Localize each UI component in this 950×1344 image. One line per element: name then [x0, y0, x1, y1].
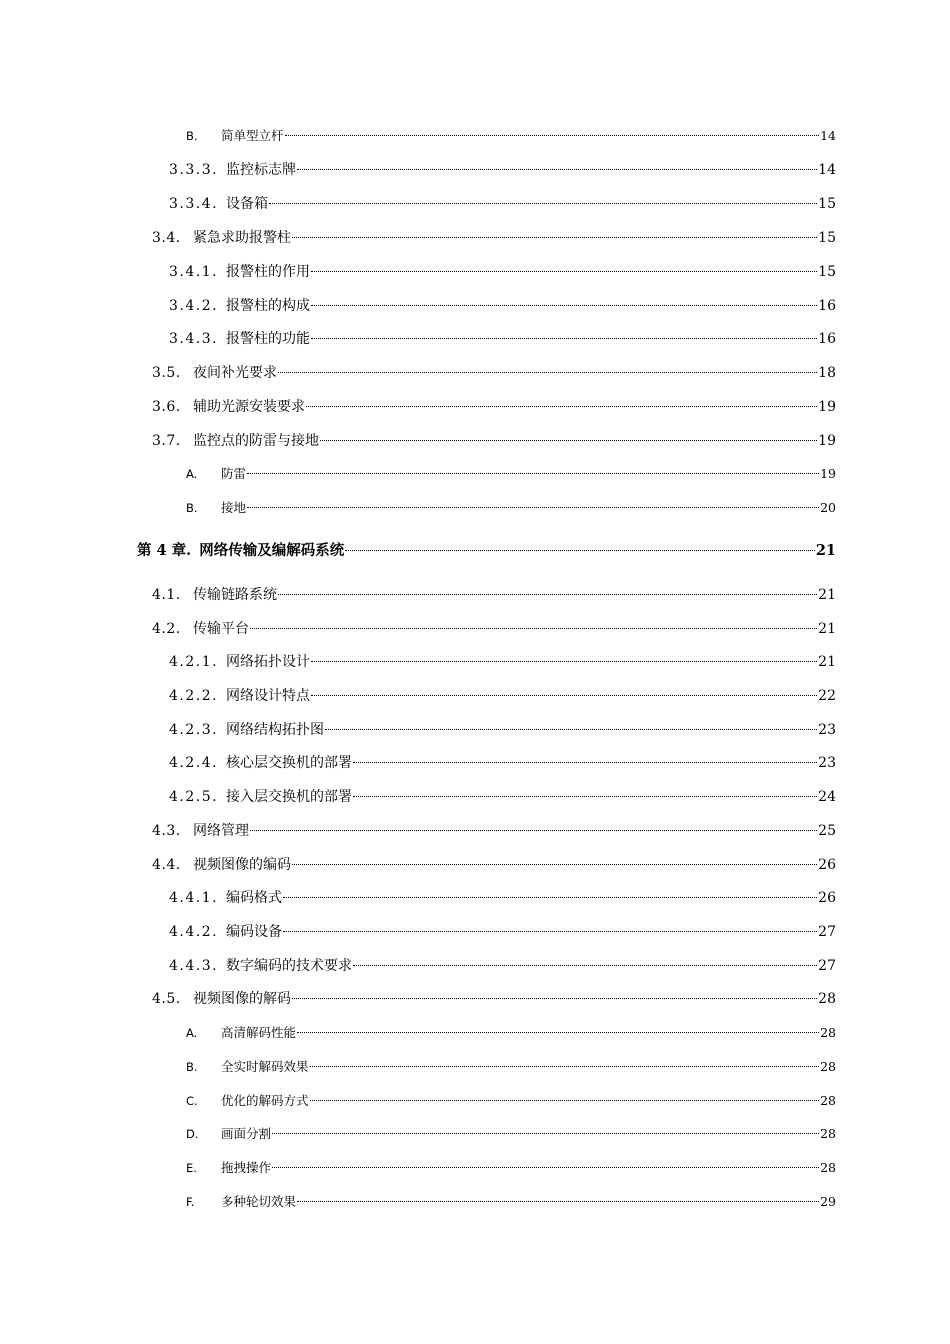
- toc-entry-page-number: 28: [820, 1059, 836, 1074]
- toc-entry[interactable]: [186, 1158, 836, 1178]
- toc-entry-page-number: 19: [818, 399, 836, 415]
- toc-entry-title: 全实时解码效果: [221, 1059, 309, 1074]
- toc-entry[interactable]: [169, 922, 836, 942]
- toc-entry-page-number: 19: [818, 433, 836, 449]
- toc-entry[interactable]: [169, 652, 836, 672]
- dot-leader: [272, 1165, 819, 1168]
- toc-entry-number: 4.4.1.: [169, 890, 219, 906]
- toc-entry[interactable]: [169, 720, 836, 740]
- toc-entry[interactable]: [186, 464, 836, 484]
- toc-entry-page-number: 26: [818, 857, 836, 873]
- dot-leader: [297, 167, 817, 170]
- toc-entry-page-number: 28: [820, 1025, 836, 1040]
- dot-leader: [297, 1030, 819, 1033]
- toc-entry[interactable]: [169, 329, 836, 349]
- toc-entry-title: 报警柱的功能: [226, 331, 310, 347]
- toc-entry-title: 监控点的防雷与接地: [193, 433, 319, 449]
- toc-entry[interactable]: [169, 194, 836, 214]
- dot-leader: [297, 1199, 819, 1202]
- dot-leader: [292, 862, 817, 865]
- dot-leader: [325, 727, 817, 730]
- toc-entry[interactable]: [186, 498, 836, 518]
- toc-entry-number: 3.4.: [152, 230, 181, 246]
- toc-entry-number: 4.4.2.: [169, 924, 219, 940]
- toc-entry[interactable]: [152, 855, 836, 875]
- toc-entry-title: 网络设计特点: [226, 688, 310, 704]
- toc-entry[interactable]: [152, 431, 836, 451]
- toc-entry-number: 4.2.5.: [169, 789, 219, 805]
- toc-entry[interactable]: [186, 126, 836, 146]
- toc-entry[interactable]: [169, 262, 836, 282]
- toc-entry-title: 优化的解码方式: [221, 1093, 309, 1108]
- toc-entry-number: 4.4.3.: [169, 958, 219, 974]
- toc-entry[interactable]: [186, 1091, 836, 1111]
- dot-leader: [311, 659, 817, 662]
- toc-entry-page-number: 16: [818, 331, 836, 347]
- toc-entry-page-number: 23: [818, 755, 836, 771]
- toc-entry-number: 3.4.2.: [169, 298, 219, 314]
- dot-leader: [250, 828, 817, 831]
- toc-entry-number: 4.2.1.: [169, 654, 219, 670]
- dot-leader: [353, 963, 817, 966]
- toc-entry-number: D.: [186, 1127, 199, 1141]
- toc-entry-page-number: 15: [818, 196, 836, 212]
- toc-entry-title: 紧急求助报警柱: [193, 230, 291, 246]
- toc-entry[interactable]: [137, 541, 836, 561]
- dot-leader: [283, 895, 817, 898]
- dot-leader: [247, 505, 819, 508]
- toc-entry-number: 4.5.: [152, 991, 181, 1007]
- toc-entry-number: 3.3.3.: [169, 162, 219, 178]
- toc-entry-title: 数字编码的技术要求: [226, 958, 352, 974]
- toc-entry[interactable]: [152, 989, 836, 1009]
- toc-entry-page-number: 29: [820, 1194, 836, 1209]
- toc-entry-page-number: 26: [818, 890, 836, 906]
- toc-entry[interactable]: [152, 363, 836, 383]
- toc-entry-page-number: 21: [818, 587, 836, 603]
- toc-entry-title: 核心层交换机的部署: [226, 755, 352, 771]
- toc-entry-page-number: 27: [818, 924, 836, 940]
- toc-entry-number: 4.3.: [152, 823, 181, 839]
- toc-entry-number: 4.4.: [152, 857, 181, 873]
- toc-entry-title: 防雷: [221, 466, 247, 481]
- toc-entry-page-number: 20: [820, 500, 836, 515]
- toc-entry-title: 高清解码性能: [221, 1025, 297, 1040]
- toc-entry-title: 视频图像的解码: [193, 991, 291, 1007]
- dot-leader: [283, 929, 817, 932]
- toc-entry-number: F.: [186, 1195, 195, 1209]
- toc-entry-title: 报警柱的构成: [226, 298, 310, 314]
- toc-entry-page-number: 15: [818, 230, 836, 246]
- toc-entry-number: A.: [186, 467, 198, 481]
- dot-leader: [311, 303, 817, 306]
- toc-entry-number: 第 4 章.: [137, 542, 192, 559]
- dot-leader: [292, 235, 817, 238]
- toc-entry[interactable]: [169, 296, 836, 316]
- toc-entry-page-number: 24: [818, 789, 836, 805]
- toc-entry-page-number: 14: [818, 162, 836, 178]
- toc-entry-title: 网络结构拓扑图: [226, 722, 324, 738]
- toc-entry-page-number: 21: [818, 621, 836, 637]
- toc-entry-page-number: 16: [818, 298, 836, 314]
- toc-entry-page-number: 28: [818, 991, 836, 1007]
- dot-leader: [310, 1098, 820, 1101]
- toc-entry-title: 辅助光源安装要求: [193, 399, 305, 415]
- toc-entry-number: E.: [186, 1161, 197, 1175]
- toc-entry-title: 拖拽操作: [221, 1160, 272, 1175]
- toc-entry-title: 设备箱: [226, 196, 268, 212]
- toc-entry-number: 3.4.1.: [169, 264, 219, 280]
- dot-leader: [310, 1064, 820, 1067]
- toc-entry[interactable]: [152, 397, 836, 417]
- toc-entry[interactable]: [169, 787, 836, 807]
- toc-entry[interactable]: [169, 956, 836, 976]
- toc-entry-page-number: 21: [815, 542, 836, 559]
- toc-entry-number: B.: [186, 501, 198, 515]
- toc-entry[interactable]: [186, 1057, 836, 1077]
- toc-entry[interactable]: [186, 1124, 836, 1144]
- toc-entry-number: 3.4.3.: [169, 331, 219, 347]
- toc-entry-title: 报警柱的作用: [226, 264, 310, 280]
- toc-entry-title: 网络管理: [193, 823, 249, 839]
- toc-entry-number: B.: [186, 129, 198, 143]
- toc-entry[interactable]: [186, 1192, 836, 1212]
- dot-leader: [278, 370, 817, 373]
- toc-entry-page-number: 28: [820, 1126, 836, 1141]
- toc-entry-page-number: 19: [820, 466, 836, 481]
- dot-leader: [345, 548, 815, 551]
- dot-leader: [278, 592, 817, 595]
- dot-leader: [250, 626, 817, 629]
- toc-entry-number: 4.2.2.: [169, 688, 219, 704]
- dot-leader: [353, 760, 817, 763]
- toc-entry-title: 监控标志牌: [226, 162, 296, 178]
- toc-entry-page-number: 28: [820, 1160, 836, 1175]
- toc-entry-title: 视频图像的编码: [193, 857, 291, 873]
- toc-entry-number: 4.2.3.: [169, 722, 219, 738]
- toc-entry-page-number: 18: [818, 365, 836, 381]
- toc-entry-number: C.: [186, 1094, 198, 1108]
- toc-entry-title: 多种轮切效果: [221, 1194, 297, 1209]
- dot-leader: [292, 996, 817, 999]
- toc-entry[interactable]: [169, 753, 836, 773]
- dot-leader: [320, 438, 817, 441]
- dot-leader: [269, 201, 817, 204]
- dot-leader: [285, 133, 820, 136]
- toc-entry[interactable]: [152, 619, 836, 639]
- toc-entry-page-number: 28: [820, 1093, 836, 1108]
- toc-entry-page-number: 21: [818, 654, 836, 670]
- toc-entry-title: 网络拓扑设计: [226, 654, 310, 670]
- toc-entry[interactable]: [152, 821, 836, 841]
- dot-leader: [272, 1131, 819, 1134]
- toc-entry[interactable]: [152, 228, 836, 248]
- toc-entry-title: 编码格式: [226, 890, 282, 906]
- toc-entry-page-number: 25: [818, 823, 836, 839]
- dot-leader: [353, 794, 817, 797]
- toc-entry[interactable]: [152, 585, 836, 605]
- dot-leader: [306, 404, 817, 407]
- toc-entry-title: 简单型立杆: [221, 128, 284, 143]
- toc-entry-title: 传输链路系统: [193, 587, 277, 603]
- dot-leader: [311, 336, 817, 339]
- toc-entry-number: B.: [186, 1060, 198, 1074]
- toc-entry[interactable]: [169, 160, 836, 180]
- toc-entry-number: 4.2.: [152, 621, 181, 637]
- toc-entry-number: 4.1.: [152, 587, 181, 603]
- toc-entry-title: 传输平台: [193, 621, 249, 637]
- toc-entry[interactable]: [169, 686, 836, 706]
- dot-leader: [311, 693, 817, 696]
- toc-entry-page-number: 14: [820, 128, 836, 143]
- toc-entry-number: 3.5.: [152, 365, 181, 381]
- toc-entry[interactable]: [169, 888, 836, 908]
- toc-entry-page-number: 22: [818, 688, 836, 704]
- toc-entry-number: A.: [186, 1026, 198, 1040]
- toc-entry-number: 3.6.: [152, 399, 181, 415]
- toc-entry-title: 接地: [221, 500, 247, 515]
- dot-leader: [247, 471, 819, 474]
- toc-entry-number: 3.3.4.: [169, 196, 219, 212]
- toc-entry-page-number: 27: [818, 958, 836, 974]
- toc-entry-number: 4.2.4.: [169, 755, 219, 771]
- toc-entry-number: 3.7.: [152, 433, 181, 449]
- toc-entry-title: 画面分割: [221, 1126, 272, 1141]
- dot-leader: [311, 269, 817, 272]
- toc-entry[interactable]: [186, 1023, 836, 1043]
- toc-entry-title: 网络传输及编解码系统: [199, 542, 345, 559]
- toc-entry-title: 夜间补光要求: [193, 365, 277, 381]
- toc-entry-page-number: 15: [818, 264, 836, 280]
- toc-entry-title: 接入层交换机的部署: [226, 789, 352, 805]
- toc-entry-page-number: 23: [818, 722, 836, 738]
- toc-entry-title: 编码设备: [226, 924, 282, 940]
